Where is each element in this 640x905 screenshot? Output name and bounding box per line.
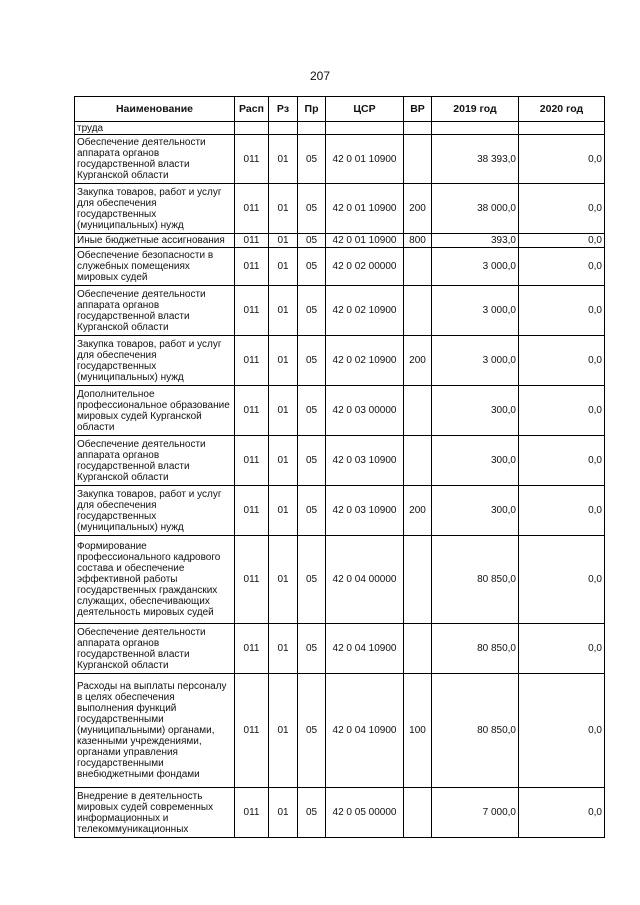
row-2019: 80 850,0 <box>432 674 519 788</box>
page-number: 207 <box>309 69 331 83</box>
row-rz: 01 <box>269 336 298 386</box>
row-rz: 01 <box>269 436 298 486</box>
row-rz: 01 <box>269 286 298 336</box>
row-pr: 05 <box>298 248 326 286</box>
table-row <box>75 788 605 838</box>
row-rasp: 011 <box>235 674 269 788</box>
row-rasp: 011 <box>235 135 269 184</box>
row-vr <box>404 788 432 838</box>
row-csr: 42 0 01 10900 <box>326 184 404 234</box>
row-2019: 3 000,0 <box>432 286 519 336</box>
table-row <box>75 436 605 486</box>
row-2019: 80 850,0 <box>432 536 519 624</box>
row-csr: 42 0 02 10900 <box>326 286 404 336</box>
row-vr: 200 <box>404 336 432 386</box>
row-rz: 01 <box>269 788 298 838</box>
row-2019: 38 393,0 <box>432 135 519 184</box>
row-2019: 3 000,0 <box>432 248 519 286</box>
row-vr <box>404 248 432 286</box>
row-name: Формирование профессионального кадрового состава и обеспечение эффективной работы государственных гражданских служащих, обеспечивающих деятельность мировых судей <box>75 536 235 624</box>
row-name: Обеспечение деятельности аппарата органов государственной власти Курганской области <box>75 286 235 336</box>
budget-table <box>74 96 605 838</box>
header-2020: 2020 год <box>519 97 605 122</box>
row-rz: 01 <box>269 536 298 624</box>
table-row <box>75 248 605 286</box>
row-pr: 05 <box>298 674 326 788</box>
header-vr: ВР <box>404 97 432 122</box>
row-2020: 0,0 <box>519 248 605 286</box>
row-rasp: 011 <box>235 788 269 838</box>
row-vr: 200 <box>404 184 432 234</box>
row-2019: 3 000,0 <box>432 336 519 386</box>
row-rasp: 011 <box>235 234 269 248</box>
table-row <box>75 135 605 184</box>
row-csr: 42 0 02 10900 <box>326 336 404 386</box>
header-2019: 2019 год <box>432 97 519 122</box>
row-name: Обеспечение деятельности аппарата органов государственной власти Курганской области <box>75 436 235 486</box>
row-rz: 01 <box>269 184 298 234</box>
row-vr: 800 <box>404 234 432 248</box>
row-2020: 0,0 <box>519 234 605 248</box>
row-rz: 01 <box>269 674 298 788</box>
row-rasp: 011 <box>235 336 269 386</box>
row-pr: 05 <box>298 135 326 184</box>
row-rasp: 011 <box>235 436 269 486</box>
row-rz: 01 <box>269 135 298 184</box>
row-vr <box>404 536 432 624</box>
row-name: Внедрение в деятельность мировых судей современных информационных и телекоммуникационных <box>75 788 235 838</box>
row-rz: 01 <box>269 248 298 286</box>
table-row <box>75 486 605 536</box>
row-rasp: 011 <box>235 386 269 436</box>
row-2020: 0,0 <box>519 624 605 674</box>
table-row <box>75 674 605 788</box>
row-rasp: 011 <box>235 184 269 234</box>
row-2020: 0,0 <box>519 788 605 838</box>
row-pr: 05 <box>298 386 326 436</box>
row-vr: 200 <box>404 486 432 536</box>
row-pr: 05 <box>298 336 326 386</box>
row-2019: 38 000,0 <box>432 184 519 234</box>
row-vr <box>404 286 432 336</box>
table-row <box>75 336 605 386</box>
row-name: Обеспечение деятельности аппарата органов государственной власти Курганской области <box>75 624 235 674</box>
row-csr: 42 0 04 10900 <box>326 624 404 674</box>
row-rasp: 011 <box>235 624 269 674</box>
row-rz: 01 <box>269 624 298 674</box>
row-name: Расходы на выплаты персоналу в целях обеспечения выполнения функций государственными (муниципальными) органами, казенными учреждениями, органами управления государственными внебюджетными фондами <box>75 674 235 788</box>
row-csr: 42 0 01 10900 <box>326 135 404 184</box>
row-csr: 42 0 03 10900 <box>326 436 404 486</box>
row-vr <box>404 135 432 184</box>
table-row <box>75 386 605 436</box>
row-2019: 393,0 <box>432 234 519 248</box>
row-2020: 0,0 <box>519 486 605 536</box>
row-name: Закупка товаров, работ и услуг для обеспечения государственных (муниципальных) нужд <box>75 184 235 234</box>
row-pr: 05 <box>298 486 326 536</box>
header-pr: Пр <box>298 97 326 122</box>
header-csr: ЦСР <box>326 97 404 122</box>
row-2020: 0,0 <box>519 436 605 486</box>
row-name: Обеспечение безопасности в служебных помещениях мировых судей <box>75 248 235 286</box>
table-row <box>75 536 605 624</box>
row-vr <box>404 624 432 674</box>
row-2020: 0,0 <box>519 674 605 788</box>
row-name: Иные бюджетные ассигнования <box>75 234 235 248</box>
row-name: Закупка товаров, работ и услуг для обеспечения государственных (муниципальных) нужд <box>75 486 235 536</box>
row-2020: 0,0 <box>519 286 605 336</box>
row-csr: 42 0 01 10900 <box>326 234 404 248</box>
row-2020: 0,0 <box>519 184 605 234</box>
row-vr <box>404 386 432 436</box>
row-2020: 0,0 <box>519 536 605 624</box>
row-pr: 05 <box>298 184 326 234</box>
row-name: Обеспечение деятельности аппарата органов государственной власти Курганской области <box>75 135 235 184</box>
row-2019: 300,0 <box>432 486 519 536</box>
row-vr: 100 <box>404 674 432 788</box>
row-vr <box>404 436 432 486</box>
row-csr: 42 0 03 10900 <box>326 486 404 536</box>
row-rz: 01 <box>269 486 298 536</box>
row-2019: 7 000,0 <box>432 788 519 838</box>
table-row <box>75 624 605 674</box>
row-rasp: 011 <box>235 248 269 286</box>
row-rasp: 011 <box>235 536 269 624</box>
row-pr: 05 <box>298 788 326 838</box>
header-name: Наименование <box>75 97 235 122</box>
row-name: Дополнительное профессиональное образование мировых судей Курганской области <box>75 386 235 436</box>
row-csr: 42 0 02 00000 <box>326 248 404 286</box>
row-csr: 42 0 04 10900 <box>326 674 404 788</box>
table-row <box>75 286 605 336</box>
row-csr: 42 0 05 00000 <box>326 788 404 838</box>
header-rasp: Расп <box>235 97 269 122</box>
row-2020: 0,0 <box>519 386 605 436</box>
table-row <box>75 184 605 234</box>
row-rz: 01 <box>269 386 298 436</box>
row-2020: 0,0 <box>519 135 605 184</box>
row-rasp: 011 <box>235 286 269 336</box>
header-rz: Рз <box>269 97 298 122</box>
row-2019: 80 850,0 <box>432 624 519 674</box>
row-pr: 05 <box>298 436 326 486</box>
row-2019: 300,0 <box>432 386 519 436</box>
row-csr: 42 0 04 00000 <box>326 536 404 624</box>
row-name: Закупка товаров, работ и услуг для обеспечения государственных (муниципальных) нужд <box>75 336 235 386</box>
row-rasp: 011 <box>235 486 269 536</box>
row-pr: 05 <box>298 624 326 674</box>
row-rz: 01 <box>269 234 298 248</box>
table-header-row <box>75 97 605 122</box>
row-pr: 05 <box>298 286 326 336</box>
row-2020: 0,0 <box>519 336 605 386</box>
row-csr: 42 0 03 00000 <box>326 386 404 436</box>
table-row <box>75 234 605 248</box>
row-pr: 05 <box>298 234 326 248</box>
row-pr: 05 <box>298 536 326 624</box>
continuation-row <box>75 122 605 135</box>
continuation-text: труда <box>75 122 235 135</box>
row-2019: 300,0 <box>432 436 519 486</box>
